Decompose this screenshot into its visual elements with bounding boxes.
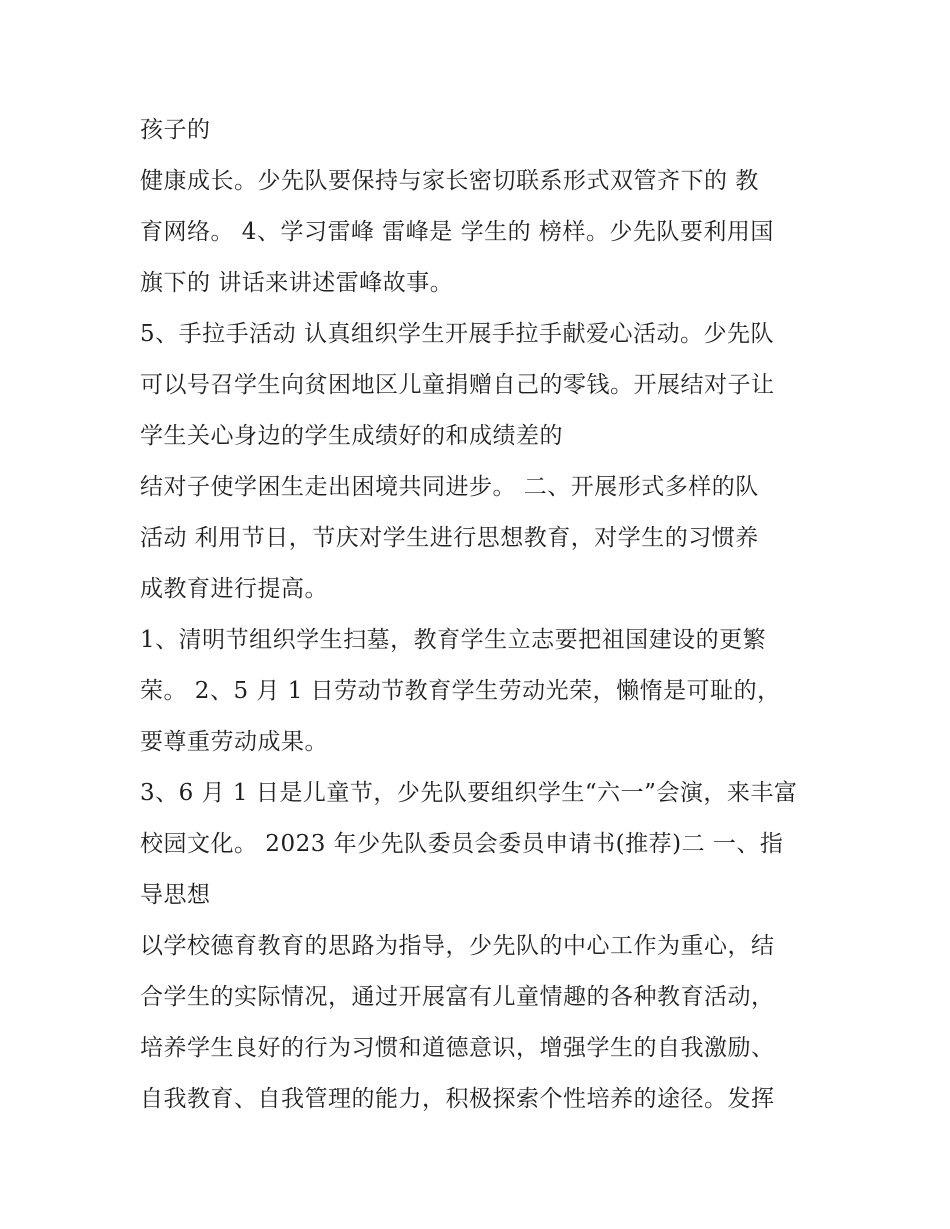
text-line-18: 合学生的实际情况，通过开展富有儿童情趣的各种教育活动，: [140, 984, 775, 1010]
text-line-17: 以学校德育教育的思路为指导，少先队的中心工作为重心，结: [140, 933, 775, 959]
text-line-15: 校园文化。 2023 年少先队委员会委员申请书(推荐)二 一、指: [140, 831, 784, 857]
text-line-7: 学生关心身边的学生成绩好的和成绩差的: [140, 423, 563, 449]
text-line-20: 自我教育、自我管理的能力，积极探索个性培养的途径。发挥: [140, 1086, 775, 1112]
text-line-5: 5、手拉手活动 认真组织学生开展手拉手献爱心活动。少先队: [140, 321, 774, 347]
text-line-9: 活动 利用节日，节庆对学生进行思想教育，对学生的习惯养: [140, 525, 759, 551]
text-line-14: 3、6 月 1 日是儿童节，少先队要组织学生“六一”会演，来丰富: [140, 780, 798, 806]
text-line-4: 旗下的 讲话来讲述雷峰故事。: [140, 270, 454, 296]
text-line-1: 孩子的: [140, 117, 211, 143]
text-line-13: 要尊重劳动成果。: [140, 729, 328, 755]
text-line-16: 导思想: [140, 882, 211, 908]
document-body: [140, 105, 830, 1125]
text-line-12: 荣。 2、5 月 1 日劳动节教育学生劳动光荣，懒惰是可耻的，: [140, 678, 781, 704]
text-line-19: 培养学生良好的行为习惯和道德意识，增强学生的自我激励、: [140, 1035, 775, 1061]
text-line-11: 1、清明节组织学生扫墓，教育学生立志要把祖国建设的更繁: [140, 627, 767, 653]
text-line-2: 健康成长。少先队要保持与家长密切联系形式双管齐下的 教: [140, 168, 759, 194]
text-line-10: 成教育进行提高。: [140, 576, 328, 602]
text-line-6: 可以号召学生向贫困地区儿童捐赠自己的零钱。开展结对子让: [140, 372, 775, 398]
text-line-3: 育网络。 4、学习雷峰 雷峰是 学生的 榜样。少先队要利用国: [140, 219, 774, 245]
text-line-8: 结对子使学困生走出困境共同进步。 二、开展形式多样的队: [140, 474, 759, 500]
